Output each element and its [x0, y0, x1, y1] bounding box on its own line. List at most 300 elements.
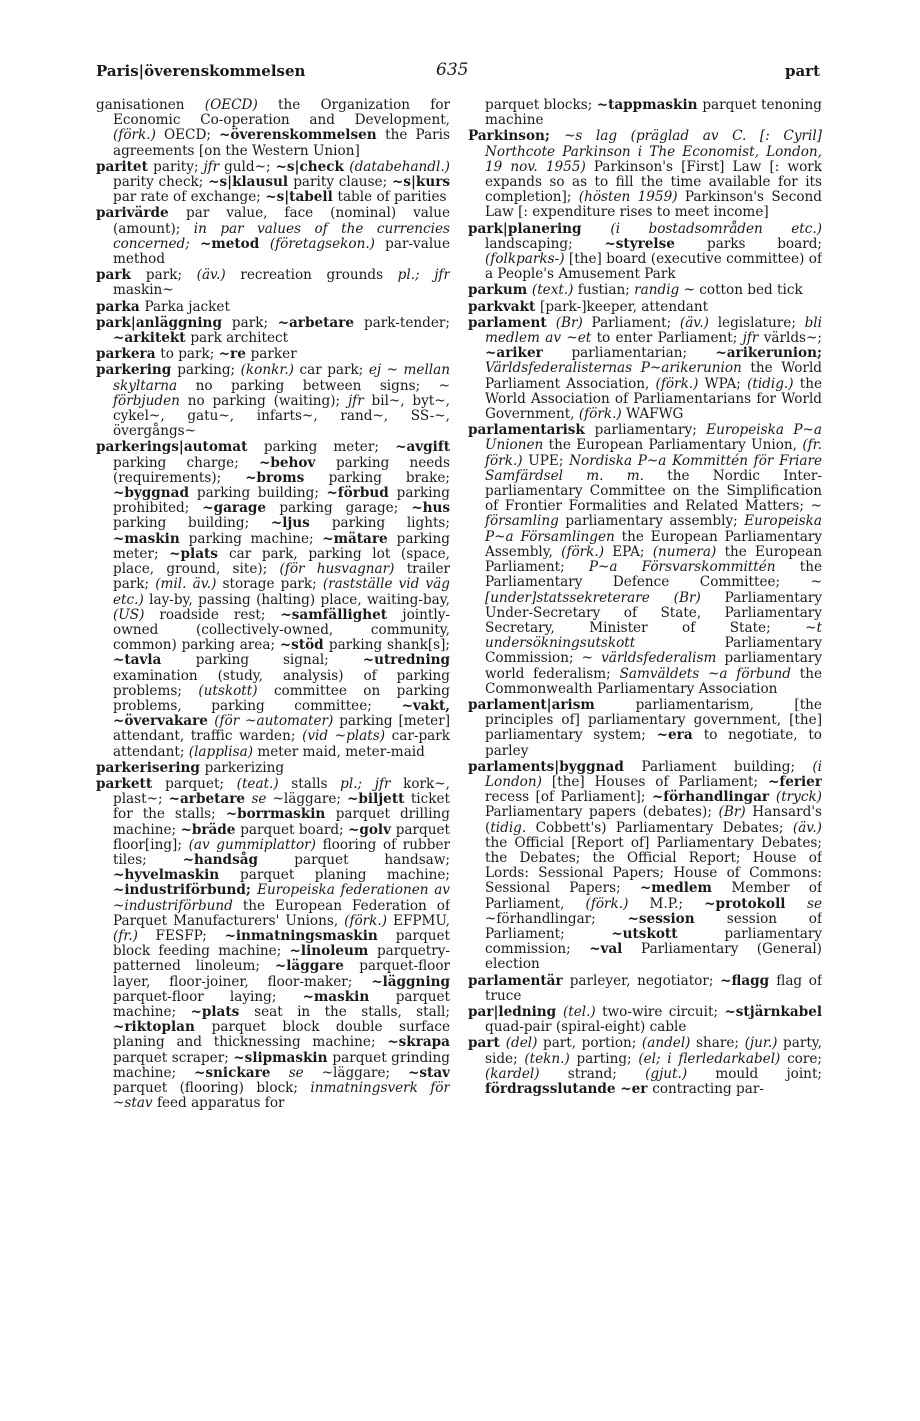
- definition-text: two-wire circuit;: [602, 1003, 725, 1020]
- page-number: 635: [436, 60, 469, 80]
- definition-text: to enter Parliament;: [596, 330, 743, 347]
- definition-text: legislature;: [717, 314, 805, 331]
- definition-text: the World Association of Parliamentarians for World Government,: [485, 375, 822, 423]
- definition-text: maskin~: [113, 282, 174, 299]
- headword-text: ~ferier: [767, 773, 822, 790]
- label-text: (förk.): [113, 127, 164, 144]
- label-text: (del): [505, 1035, 543, 1052]
- definition-text: parquet machine;: [113, 988, 450, 1020]
- definition-text: jointly-owned (collectively-owned, community, common) parking area;: [113, 606, 450, 654]
- label-text: (gjut.): [645, 1065, 716, 1082]
- headword-text: park|planering: [468, 220, 611, 237]
- headword-text: ~golv: [347, 821, 396, 838]
- headword-text: ~arkitekt: [113, 330, 191, 347]
- definition-text: parquet block double surface planing and thicknessing machine;: [113, 1019, 450, 1051]
- definition-text: parity check;: [113, 174, 209, 191]
- definition-text: Parkinson's Second Law [: expenditure rises to meet income]: [485, 189, 822, 221]
- definition-text: park;: [231, 314, 278, 331]
- headword-text: parlamentarisk: [468, 422, 595, 439]
- definition-text: Parliament building;: [641, 758, 813, 775]
- headword-text: parkum: [468, 282, 532, 299]
- definition-text: mould joint;: [715, 1065, 822, 1082]
- label-text: (fr.): [113, 927, 156, 944]
- dictionary-entry: [96, 363, 450, 439]
- label-text: (konkr.): [240, 362, 300, 379]
- definition-text: flag of truce: [485, 972, 822, 1004]
- label-text: (jur.): [744, 1035, 784, 1052]
- definition-text: parquet tenoning machine: [485, 98, 822, 129]
- definition-text: park-tender;: [364, 314, 450, 331]
- label-text: (andel): [641, 1035, 697, 1052]
- headword-text: ~utredning: [362, 652, 450, 669]
- headword-text: ~flagg: [720, 972, 777, 989]
- label-text: Europeiska P~a Församlingen: [485, 513, 822, 545]
- label-text: (förk.): [561, 543, 613, 560]
- definition-text: party, side;: [485, 1035, 822, 1067]
- definition-text: Parliamentary Commission;: [485, 635, 822, 667]
- definition-text: the Nordic Inter-parliamentary Committee on the Simplification of Frontier Formalities and Related Matters;: [485, 467, 822, 515]
- header-last-headword: part: [784, 62, 820, 80]
- label-text: ~t undersökningsutskott: [485, 619, 822, 652]
- headword-text: ~s|tabell: [265, 189, 338, 206]
- headword-text: parka: [96, 298, 145, 315]
- label-text: (äv.): [196, 267, 241, 284]
- headword-text: ~s|klausul: [208, 174, 294, 191]
- dictionary-entry: [96, 268, 450, 298]
- definition-text: meter maid, meter-maid: [257, 743, 425, 760]
- definition-text: Cobbett's) Parliamentary Debates;: [535, 819, 793, 836]
- label-text: (teat.): [236, 775, 292, 792]
- headword-text: ~re: [218, 346, 251, 363]
- headword-text: parivärde: [96, 205, 187, 222]
- definition-text: M.P.;: [649, 895, 705, 912]
- headword-text: parlaments|byggnad: [468, 758, 642, 775]
- headword-text: park: [96, 267, 146, 284]
- headword-text: ~förhandlingar: [651, 789, 776, 806]
- definition-text: [park-]keeper, attendant: [540, 298, 709, 315]
- definition-text: parity;: [153, 158, 204, 175]
- label-text: (förk.): [344, 912, 394, 929]
- definition-text: [the] Houses of Parliament;: [551, 773, 768, 790]
- dictionary-entry: [96, 98, 450, 159]
- definition-text: the World Parliament Association,: [485, 360, 822, 392]
- label-text: (el; i flerledarkabel): [638, 1050, 788, 1067]
- label-text: (Br): [718, 804, 753, 821]
- headword-text: ~tavla: [113, 652, 196, 669]
- label-text: (Br): [555, 314, 592, 331]
- headword-text: parkvakt: [468, 298, 541, 315]
- headword-text: ~session: [627, 910, 727, 927]
- label-text: se: [806, 895, 822, 912]
- label-text: (av gummiplattor): [188, 836, 323, 853]
- definition-text: examination (study, analysis) of parking problems;: [113, 667, 450, 699]
- definition-text: Parliament;: [591, 314, 680, 331]
- label-text: (äv.): [679, 314, 718, 331]
- label-text: (för husvagnar): [279, 561, 407, 578]
- definition-text: ticket for the stalls;: [113, 791, 450, 823]
- definition-text: parquet planing machine;: [240, 867, 450, 884]
- definition-text: parking needs (requirements);: [113, 454, 450, 486]
- headword-text: part: [468, 1035, 506, 1052]
- dictionary-entry: [468, 1036, 822, 1097]
- label-text: (OECD): [204, 98, 278, 113]
- label-text: ~ världsfederalism: [581, 650, 725, 667]
- definition-text: seat in the stalls, stall;: [254, 1003, 450, 1020]
- label-text: (numera): [652, 543, 725, 560]
- headword-text: ~arbetare: [168, 791, 252, 808]
- headword-text: ~medlem: [639, 880, 732, 897]
- headword-text: ~plats: [190, 1003, 255, 1020]
- label-text: in par values of the currencies concerned;: [113, 220, 450, 252]
- headword-text: Parkinson;: [468, 128, 564, 145]
- label-text: (utskott): [198, 682, 274, 699]
- definition-text: quad-pair (spiral-eight) cable: [485, 1019, 687, 1036]
- definition-text: parquet;: [165, 775, 237, 792]
- definition-text: the European Parliamentary Union,: [548, 437, 803, 454]
- label-text: P~a Försvarskommittén: [588, 559, 800, 576]
- label-text: (text.): [531, 282, 578, 299]
- definition-text: parking shank[s];: [328, 637, 450, 654]
- label-text: (äv.): [792, 819, 822, 836]
- headword-text: ~handsåg: [182, 851, 295, 868]
- headword-text: paritet: [96, 158, 154, 175]
- definition-text: parking building;: [196, 485, 327, 502]
- definition-text: cotton bed tick: [699, 282, 803, 299]
- headword-text: ~hus: [411, 500, 450, 517]
- label-text: Världsfederalisternas P~arikerunion: [485, 360, 751, 377]
- page-header: [96, 62, 820, 86]
- definition-text: kork~, plast~;: [113, 775, 450, 808]
- label-text: ~s lag (präglad av C. [: Cyril] Northcote Parkinson i The Economist, London, 19 nov. 1955): [485, 128, 822, 175]
- headword-text: ~läggare: [274, 958, 360, 975]
- definition-text: parking charge;: [113, 454, 259, 471]
- definition-text: the Parliamentary Defence Committee;: [485, 559, 822, 591]
- definition-text: contracting par-: [652, 1081, 764, 1097]
- definition-text: recreation grounds: [240, 267, 398, 284]
- headword-text: ~borrmaskin: [225, 806, 336, 823]
- definition-text: the European Parliament;: [485, 543, 822, 576]
- definition-text: EPA;: [612, 543, 653, 560]
- definition-text: parking [meter] attendant, traffic warden;: [113, 713, 450, 745]
- definition-text: Hansard's (: [485, 804, 822, 836]
- headword-text: ~val: [589, 941, 642, 958]
- definition-text: guld~;: [224, 158, 276, 175]
- label-text: (företagsekon.): [269, 235, 386, 252]
- headword-text: ~biljett: [347, 791, 411, 808]
- definition-text: parker: [250, 346, 297, 363]
- definition-text: storage park;: [222, 576, 323, 593]
- definition-text: parking;: [177, 362, 241, 379]
- headword-text: ~s|check: [275, 158, 350, 175]
- dictionary-entry: [468, 698, 822, 759]
- label-text: (kardel): [485, 1065, 568, 1082]
- headword-text: ~s|kurs: [391, 174, 450, 191]
- definition-text: Parliamentary papers (debates);: [485, 804, 719, 821]
- definition-text: parking brake;: [328, 469, 450, 486]
- label-text: (tel.): [562, 1003, 603, 1020]
- dictionary-entry: [468, 316, 822, 422]
- label-text: (tryck): [775, 789, 822, 806]
- definition-text: parking lights;: [331, 515, 450, 532]
- label-text: Nordiska P~a Kommittén för Friare Samfärdsel m. m.: [485, 452, 822, 484]
- label-text: (förk.): [585, 895, 650, 912]
- label-text: Europeiska federationen av ~industriförbund: [113, 882, 450, 914]
- definition-text: parliamentarism, [the principles of] parliamentary government, [the] parliamentary system;: [485, 696, 822, 744]
- definition-text: to park;: [160, 346, 219, 363]
- headword-text: ~utskott: [611, 925, 725, 942]
- headword-text: parlament|arism: [468, 696, 636, 713]
- label-text: (rastställe vid väg etc.): [113, 576, 450, 608]
- label-text: ej ~ mellan skyltarna: [113, 362, 450, 394]
- headword-text: ~maskin: [302, 988, 396, 1005]
- dictionary-entry: [468, 283, 822, 298]
- definition-text: Parliamentary Under-Secretary of State, Parliamentary Secretary, Minister of State;: [485, 589, 822, 636]
- dictionary-entry: [468, 98, 822, 128]
- headword-text: ~samfällighet: [280, 606, 403, 623]
- definition-text: parliamentarian;: [571, 345, 716, 362]
- definition-text: Member of Parliament,: [485, 880, 822, 912]
- headword-text: parlamentär: [468, 972, 570, 989]
- dictionary-entry: [96, 347, 450, 362]
- headword-text: fördragsslutande ~er: [485, 1081, 653, 1097]
- headword-text: ~broms: [245, 469, 329, 486]
- definition-text: parking signal;: [195, 652, 363, 669]
- dictionary-entry: [96, 777, 450, 1111]
- definition-text: par-value method: [113, 235, 450, 268]
- definition-text: lay-by, passing (halting) place, waiting-bay,: [149, 591, 450, 608]
- headword-text: ~bräde: [180, 821, 241, 838]
- definition-text: parquet grinding machine;: [113, 1049, 450, 1081]
- definition-text: parquet (flooring) block;: [113, 1080, 311, 1096]
- definition-text: OECD;: [163, 127, 220, 144]
- definition-text: no parking between signs;: [195, 377, 439, 394]
- label-text: se: [288, 1064, 322, 1081]
- headword-text: parkerings|automat: [96, 439, 264, 456]
- definition-text: to negotiate, to parley: [485, 727, 822, 759]
- dictionary-entry: [468, 423, 822, 697]
- headword-text: parkerisering: [96, 759, 205, 776]
- headword-text: ~plats: [169, 545, 229, 562]
- label-text: tidig.: [490, 819, 536, 836]
- headword-text: ~vakt, ~övervakare: [113, 697, 450, 730]
- definition-text: UPE;: [528, 452, 570, 469]
- definition-text: Parkinson's [First] Law [: work expands so as to fill the time available for its completion];: [485, 158, 822, 206]
- label-text: (hösten 1959): [578, 189, 685, 206]
- headword-text: ~byggnad: [113, 485, 197, 502]
- headword-text: ~stav: [408, 1064, 450, 1081]
- headword-text: ~skrapa: [387, 1034, 450, 1051]
- definition-text: committee on parking problems, parking committee;: [113, 682, 450, 714]
- headword-text: ~stöd: [279, 637, 329, 654]
- label-text: ~ förbjuden: [113, 377, 450, 409]
- label-text: pl.; jfr: [397, 267, 450, 284]
- definition-text: trailer park;: [113, 561, 450, 593]
- label-text: (vid ~plats): [302, 728, 392, 745]
- definition-text: parleyer, negotiator;: [569, 972, 721, 989]
- label-text: (förk.): [655, 375, 705, 392]
- definition-text: no parking (waiting);: [187, 392, 348, 409]
- label-text: (i bostadsområden etc.): [610, 220, 822, 237]
- headword-text: park|anläggning: [96, 314, 232, 331]
- headword-text: parlament: [468, 314, 556, 331]
- definition-text: parkerizing: [204, 759, 285, 776]
- definition-text: the European Parliamentary Assembly,: [485, 528, 822, 560]
- label-text: (databehandl.): [349, 158, 450, 175]
- dictionary-entry: [96, 316, 450, 346]
- dictionary-entry: [96, 761, 450, 776]
- definition-text: par rate of exchange;: [113, 189, 266, 206]
- label-text: Samväldets ~a förbund: [619, 665, 800, 682]
- definition-text: världs~;: [763, 330, 822, 347]
- headword-text: ~snickare: [193, 1064, 289, 1081]
- definition-text: flooring of rubber tiles;: [113, 836, 450, 868]
- definition-text: parity clause;: [293, 174, 392, 191]
- definition-text: parquetry-patterned linoleum;: [113, 943, 450, 975]
- headword-text: ~metod: [199, 235, 270, 252]
- label-text: (fr. förk.): [485, 437, 822, 469]
- definition-text: strand;: [567, 1065, 646, 1082]
- definition-text: parliamentary world federalism;: [485, 650, 822, 682]
- headword-text: ~riktoplan: [113, 1019, 212, 1036]
- definition-text: parking garage;: [279, 500, 412, 517]
- definition-text: parquet floor[ing];: [113, 821, 450, 853]
- headword-text: ~garage: [202, 500, 280, 517]
- headword-text: ~stjärnkabel: [724, 1003, 822, 1020]
- definition-text: parquet handsaw;: [294, 851, 450, 868]
- definition-text: stalls: [291, 775, 341, 792]
- headword-text: ~läggning: [371, 973, 450, 990]
- headword-text: ~ariker: [485, 345, 572, 362]
- definition-text: the Official [Report of] Parliamentary Debates; the Debates; the Official Report; House of Lords: Sessional Papers; House of Commons: Sessional Papers;: [485, 834, 822, 897]
- definition-text: part, portion;: [543, 1035, 642, 1052]
- definition-text: fustian;: [577, 282, 635, 299]
- definition-text: car-park attendant;: [113, 728, 450, 760]
- headword-text: ~arbetare: [277, 314, 364, 331]
- label-text: pl.; jfr: [340, 775, 404, 792]
- dictionary-entry: [468, 974, 822, 1004]
- definition-text: parking meter;: [263, 439, 396, 456]
- headword-text: ~era: [656, 727, 704, 744]
- headword-text: ~protokoll: [704, 895, 807, 912]
- definition-text: bil~, byt~, cykel~, gatu~, infarts~, rand~, SS-~, övergångs~: [113, 392, 450, 440]
- definition-text: par value, face (nominal) value (amount);: [113, 205, 450, 237]
- headword-text: ~maskin: [113, 530, 189, 547]
- label-text: (mil. äv.): [155, 576, 223, 593]
- definition-text: EFPMU,: [393, 912, 450, 929]
- dictionary-entry: [96, 160, 450, 206]
- label-text: (för ~automater): [214, 713, 340, 730]
- definition-text: ganisationen: [96, 98, 205, 113]
- label-text: jfr: [203, 158, 225, 175]
- headword-text: ~tappmaskin: [596, 98, 703, 113]
- dictionary-entry: [468, 300, 822, 315]
- dictionary-entry: [468, 1005, 822, 1035]
- definition-text: car park, parking lot (space, place, ground, site);: [113, 545, 450, 578]
- definition-text: park;: [145, 267, 197, 284]
- definition-text: feed apparatus for: [156, 1095, 285, 1112]
- definition-text: the Commonwealth Parliamentary Association: [485, 665, 822, 697]
- header-first-headword: Paris|överenskommelsen: [96, 62, 306, 80]
- headword-text: ~mätare: [322, 530, 397, 547]
- definition-text: ~förhandlingar;: [485, 910, 628, 927]
- headword-text: ~avgift: [395, 439, 450, 456]
- definition-text: car park;: [299, 362, 369, 379]
- definition-text: parquet drilling machine;: [113, 806, 450, 838]
- label-text: jfr: [742, 330, 764, 347]
- label-text: ~ [under]statssekreterare (Br): [485, 574, 822, 606]
- definition-text: parquet-floor laying;: [113, 988, 303, 1005]
- definition-text: parquet blocks;: [485, 98, 597, 113]
- dictionary-entry: [96, 300, 450, 315]
- definition-text: the European Federation of Parquet Manufacturers' Unions,: [113, 897, 450, 929]
- label-text: se: [251, 791, 273, 808]
- left-column: [96, 98, 450, 1368]
- label-text: bli medlem av ~et: [485, 314, 822, 347]
- headword-text: ~linoleum: [289, 943, 377, 960]
- definition-text: parquet block feeding machine;: [113, 927, 450, 960]
- label-text: ~ församling: [485, 498, 822, 530]
- label-text: (i London): [485, 758, 822, 790]
- label-text: (folkparks-): [485, 251, 569, 268]
- label-text: (förk.): [578, 406, 627, 423]
- label-text: Europeiska P~a Unionen: [485, 422, 822, 454]
- headword-text: ~slipmaskin: [233, 1049, 333, 1066]
- definition-text: landscaping;: [485, 235, 605, 252]
- definition-text: WAFWG: [626, 406, 684, 423]
- definition-text: parquet scraper;: [113, 1049, 234, 1066]
- label-text: jfr: [347, 392, 372, 409]
- definition-text: the Paris agreements [on the Western Union]: [113, 127, 450, 159]
- definition-text: parliamentary commission;: [485, 925, 822, 958]
- definition-text: FESFP;: [155, 927, 225, 944]
- headword-text: ~förbud: [326, 485, 397, 502]
- definition-text: recess [of Parliament];: [485, 789, 652, 806]
- dictionary-entry: [96, 206, 450, 267]
- definition-text: parquet board;: [240, 821, 348, 838]
- definition-text: Parliamentary (General) election: [485, 941, 822, 973]
- definition-text: share;: [696, 1035, 745, 1052]
- definition-text: parliamentary;: [594, 422, 707, 439]
- right-column: [468, 98, 822, 1368]
- definition-text: session of Parliament;: [485, 910, 822, 942]
- headword-text: parkering: [96, 362, 178, 379]
- definition-text: table of parities: [337, 189, 447, 206]
- definition-text: ~läggare;: [321, 1064, 408, 1081]
- headword-text: ~styrelse: [604, 235, 708, 252]
- definition-text: [the] board (executive committee) of a People's Amusement Park: [485, 251, 822, 283]
- definition-text: parking meter;: [113, 530, 450, 562]
- definition-text: the Organization for Economic Co-operation and Development,: [113, 98, 450, 129]
- dictionary-entry: [468, 760, 822, 973]
- definition-text: roadside rest;: [159, 606, 281, 623]
- definition-text: parquet-floor layer, floor-joiner, floor-maker;: [113, 958, 450, 990]
- definition-text: parking machine;: [188, 530, 323, 547]
- label-text: (lapplisa): [188, 743, 258, 760]
- definition-text: park architect: [190, 330, 289, 347]
- headword-text: ~överenskommelsen: [219, 127, 386, 144]
- headword-text: parkera: [96, 346, 161, 363]
- dictionary-entry: [96, 440, 450, 759]
- headword-text: ~ljus: [270, 515, 332, 532]
- headword-text: par|ledning: [468, 1003, 563, 1020]
- definition-text: parks board;: [707, 235, 822, 252]
- definition-text: ~läggare;: [272, 791, 348, 808]
- definition-text: Parka jacket: [144, 298, 230, 315]
- label-text: (US): [113, 606, 160, 623]
- headword-text: ~industriförbund;: [113, 882, 258, 899]
- headword-text: ~inmatningsmaskin: [224, 927, 396, 944]
- headword-text: parkett: [96, 775, 166, 792]
